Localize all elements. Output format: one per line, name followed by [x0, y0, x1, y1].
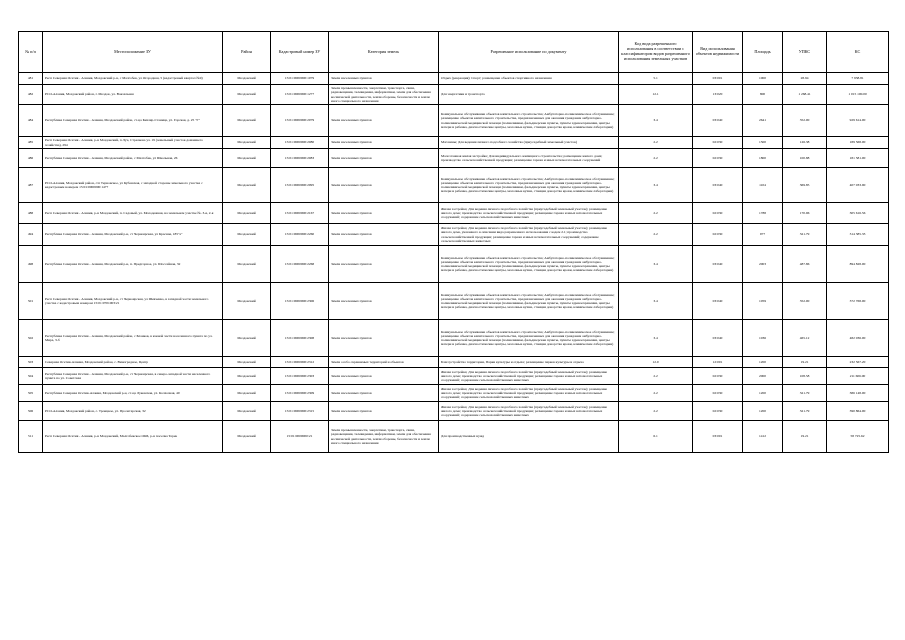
- cell-district: Моздокский: [223, 149, 271, 168]
- cell-use-code: 2.2: [619, 224, 693, 246]
- cell-num: 487: [19, 168, 43, 203]
- cell-use-code: 2.2: [619, 402, 693, 421]
- cell-cadastral: 15:01:0000000:2312: [271, 357, 329, 368]
- cell-location: Республика Северная Осетия - Алания, Моздокский р-н, ст Черноярская, в северо-западной части населенного пункта по ул. Советская: [43, 368, 223, 385]
- cell-area: 1000: [743, 73, 783, 85]
- cell-use-kind: 03:001: [693, 73, 743, 85]
- cell-permitted-use: Жилая застройка; Для ведения личного подсобного хозяйства (приусадебный земельный участок); размещение жилого дома; производство сельскохозяйственной продукции; размещение гаража и иных вспомогательных сооружений; содержание сельскохозяйственных животных: [439, 402, 619, 421]
- cell-district: Моздокский: [223, 137, 271, 149]
- cell-upks: 321.79: [783, 385, 827, 402]
- cell-cadastral: 15:01:0000000:2095: [271, 168, 329, 203]
- cell-permitted-use: Коммунальное обслуживание объектов капитального строительства; Амбулаторно-поликлиническое обслуживание; размещение объектов капитального строительства, предназначенных для оказания гражданам амбулаторно-поликлинической медицинской помощи (поликлиники, фельдшерские пункты, пункты здравоохранения, центры матери и ребенка, диагностические центры, молочные кухни, станции донорства крови, клинические лаборатории): [439, 168, 619, 203]
- cell-district: Моздокский: [223, 168, 271, 203]
- cell-district: Моздокский: [223, 357, 271, 368]
- cell-num: 502: [19, 320, 43, 357]
- cell-num: 481: [19, 73, 43, 85]
- table-row: [19, 320, 889, 357]
- table-row: [19, 385, 889, 402]
- cell-num: 501: [19, 283, 43, 320]
- table-row: [19, 85, 889, 105]
- cell-district: Моздокский: [223, 105, 271, 137]
- header-use-kind: Вид использования объектов недвижимости: [693, 32, 743, 73]
- cell-cadastral: 15:01:0000000:2309: [271, 385, 329, 402]
- cell-ks: 7 938.81: [827, 73, 889, 85]
- cell-cadastral: 15:01:0000000:1277: [271, 85, 329, 105]
- cell-cadastral: 15:01:0000000:2268: [271, 246, 329, 283]
- cell-area: 1788: [743, 203, 783, 224]
- cell-use-kind: 02:030: [693, 203, 743, 224]
- table-row: [19, 105, 889, 137]
- cell-location: Республика Северная Осетия - Алания, Моздокский р-н, п. Предгорное, ул. Шоссейная, 32: [43, 246, 223, 283]
- table-row: [19, 203, 889, 224]
- cell-category: Земли населенных пунктов: [329, 203, 439, 224]
- header-ks: КС: [827, 32, 889, 73]
- cell-use-kind: 03:040: [693, 105, 743, 137]
- cell-district: Моздокский: [223, 385, 271, 402]
- cell-category: Земли населенных пунктов: [329, 246, 439, 283]
- cell-ks: 189 568.00: [827, 137, 889, 149]
- cell-area: 1200: [743, 385, 783, 402]
- cell-ks: 372 768.00: [827, 283, 889, 320]
- cell-ks: 482 036.00: [827, 320, 889, 357]
- cell-cadastral: 15:01:0000000:2315: [271, 402, 329, 421]
- cell-use-kind: 03:040: [693, 320, 743, 357]
- cell-upks: 369.85: [783, 168, 827, 203]
- cell-permitted-use: Жилая застройка; Для ведения личного подсобного хозяйства (приусадебный земельный участок); размещение жилого дома, указанного в описании вида разрешенного использования с кодом 2.1; производство сельскохозяйственной продукции; размещение гаража и иных вспомогательных сооружений; содержание сельскохозяйственных животных: [439, 224, 619, 246]
- cell-area: 977: [743, 224, 783, 246]
- cell-district: Моздокский: [223, 421, 271, 453]
- cell-use-code: 12.0: [619, 357, 693, 368]
- header-num: № п/п: [19, 32, 43, 73]
- cell-permitted-use: Для производственных нужд: [439, 421, 619, 453]
- cell-location: Республика Северная Осетия - Алания, Моздокский район, ст-ца Кизляр-Станица, ул. Горская, д. 25 "Г": [43, 105, 223, 137]
- cell-location: РСО-Алания, Моздокский район, с. Троицкое, ул. Пролетарская, 32: [43, 402, 223, 421]
- cell-cadastral: 15:01:0000000:1079: [271, 73, 329, 85]
- cell-category: Земли населенных пунктов: [329, 283, 439, 320]
- cell-permitted-use: Жилая застройка; Для ведения личного подсобного хозяйства (приусадебный земельный участок); размещение жилого дома; производство сельскохозяйственной продукции; размещение гаража и иных вспомогательных сооружений; содержание сельскохозяйственных животных: [439, 385, 619, 402]
- cell-category: Земли населенных пунктов: [329, 224, 439, 246]
- cell-use-kind: 02:030: [693, 149, 743, 168]
- cell-use-code: 3.4: [619, 168, 693, 203]
- cell-num: 503: [19, 357, 43, 368]
- cell-num: 488: [19, 203, 43, 224]
- cell-district: Моздокский: [223, 368, 271, 385]
- cell-upks: 487.86: [783, 246, 827, 283]
- cell-use-kind: 03:040: [693, 246, 743, 283]
- cell-upks: 100.88: [783, 149, 827, 168]
- cell-num: 494: [19, 224, 43, 246]
- cell-ks: 390 864.00: [827, 402, 889, 421]
- cell-permitted-use: Малоэтажная жилая застройка; Для индивидуального жилищного строительства; размещение жилого дома; производство сельскохозяйственной продукции; размещение гаража и иных вспомогательных сооружений: [439, 149, 619, 168]
- table-row: [19, 246, 889, 283]
- cell-ks: 894 828.00: [827, 246, 889, 283]
- cell-category: Земли промышленности, энергетики, транспорта, связи, радиовещания, телевидения, информатики, земли для обеспечения космической деятельности, земли обороны, безопасности и земли иного специального назначения: [329, 421, 439, 453]
- cell-ks: 929 614.00: [827, 105, 889, 137]
- cell-category: Земли населенных пунктов: [329, 137, 439, 149]
- cell-category: Земли населенных пунктов: [329, 168, 439, 203]
- header-upks: УПКС: [783, 32, 827, 73]
- cell-upks: 108.58: [783, 368, 827, 385]
- cell-use-code: 2.2: [619, 149, 693, 168]
- cell-upks: 465.12: [783, 320, 827, 357]
- cell-use-code: 3.4: [619, 105, 693, 137]
- table-row: [19, 357, 889, 368]
- cell-ks: 314 385.33: [827, 224, 889, 246]
- cell-use-kind: 02:030: [693, 385, 743, 402]
- cell-use-kind: 12:001: [693, 357, 743, 368]
- cell-location: РСО-Алания, Моздокский район, г. Моздок, ул. Вокзальная: [43, 85, 223, 105]
- cell-upks: 170.96: [783, 203, 827, 224]
- cell-area: 1200: [743, 357, 783, 368]
- cell-location: Республика Северная Осетия - Алания, Моздокский район, с Малгобек, ул Школьная, 26: [43, 149, 223, 168]
- cell-upks: 352.00: [783, 283, 827, 320]
- cell-category: Земли населенных пунктов: [329, 368, 439, 385]
- cell-cadastral: 15:01:0000000:2306: [271, 283, 329, 320]
- cell-location: Республика Северная Осетия - Алания, Моздокский район, с Бланков, в южной части населенного пункта по ул. Мира, 3-б: [43, 320, 223, 357]
- cell-district: Моздокский: [223, 203, 271, 224]
- cell-cadastral: 15:01:0000000:2080: [271, 137, 329, 149]
- cell-area: 1500: [743, 137, 783, 149]
- cell-use-kind: 02:030: [693, 224, 743, 246]
- cell-num: 506: [19, 402, 43, 421]
- cell-use-code: 5.1: [619, 73, 693, 85]
- table-row: [19, 402, 889, 421]
- cell-location: Респ Северная Осетия - Алания, р-н Моздокский, Малгобекское ОКБ, р-н поселка Терек: [43, 421, 223, 453]
- cell-permitted-use: Коммунальное обслуживание объектов капитального строительства; Амбулаторно-поликлиническое обслуживание; размещение объектов капитального строительства, предназначенных для оказания гражданам амбулаторно-поликлинической медицинской помощи (поликлиники, фельдшерские пункты, пункты здравоохранения, центры матери и ребенка, диагностические центры, молочные кухни, станции донорства крови, клинические лаборатории): [439, 246, 619, 283]
- cell-location: Респ Северная Осетия - Алания, Моздокский р-н, с Малгобек, ул Огородная, 5 (кадастровый квартал №9): [43, 73, 223, 85]
- cell-district: Моздокский: [223, 224, 271, 246]
- cell-upks: 28.94: [783, 73, 827, 85]
- cell-num: 511: [19, 421, 43, 453]
- cell-ks: 232 567.20: [827, 357, 889, 368]
- cell-cadastral: 15:01:0000000:2260: [271, 224, 329, 246]
- cell-ks: 386 148.00: [827, 385, 889, 402]
- cell-cadastral: 15:01:0000000:2303: [271, 368, 329, 385]
- cell-use-kind: 03:040: [693, 283, 743, 320]
- cell-ks: 1 015 100.00: [827, 85, 889, 105]
- cell-upks: 19.21: [783, 421, 827, 453]
- table-row: [19, 73, 889, 85]
- cell-location: Респ Северная Осетия - Алания, р-н Моздокский, п Луч, Стрелкова ул. 19 (земельный участок домашнего хозяйства), 294: [43, 137, 223, 149]
- cell-use-code: 2.2: [619, 368, 693, 385]
- cell-upks: 321.79: [783, 402, 827, 421]
- cell-num: 485: [19, 137, 43, 149]
- cell-ks: 58 725.62: [827, 421, 889, 453]
- cell-use-kind: 02:030: [693, 368, 743, 385]
- cell-upks: 352.00: [783, 105, 827, 137]
- cell-area: 2641: [743, 105, 783, 137]
- cell-permitted-use: Благоустройство территории, Парки культуры и отдыха; размещение парков культуры и отдыха: [439, 357, 619, 368]
- cell-district: Моздокский: [223, 402, 271, 421]
- cell-upks: 19.21: [783, 357, 827, 368]
- cell-area: 1036: [743, 320, 783, 357]
- cell-cadastral: 15:01:0000000:2083: [271, 149, 329, 168]
- header-permitted-use: Разрешенное использование по документу: [439, 32, 619, 73]
- cell-location: Северная Осетия-Алания, Моздокский район, с. Виноградное, Центр: [43, 357, 223, 368]
- cell-permitted-use: Коммунальное обслуживание объектов капитального строительства; Амбулаторно-поликлиническое обслуживание; размещение объектов капитального строительства, предназначенных для оказания гражданам амбулаторно-поликлинической медицинской помощи (поликлиники, фельдшерские пункты, пункты здравоохранения, центры матери и ребенка, диагностические центры, молочные кухни, станции донорства крови, клинические лаборатории): [439, 283, 619, 320]
- cell-location: Республика Северная Осетия - Алания, Моздокский р-н, ст Черноярская, ул Красная, 185"а": [43, 224, 223, 246]
- cell-area: 2000: [743, 368, 783, 385]
- cell-category: Земли населенных пунктов: [329, 385, 439, 402]
- table-row: [19, 283, 889, 320]
- cell-category: Земли населенных пунктов: [329, 402, 439, 421]
- cell-location: РСО-Алания, Моздокский район, с/п Терновское, ул Кубанская, с западной стороны земельного участка с кадастровым номером 15:01:0000000:1477: [43, 168, 223, 203]
- cell-permitted-use: Отдых (рекреация); Спорт; размещение объектов спортивного назначения: [439, 73, 619, 85]
- cell-category: Земли населенных пунктов: [329, 149, 439, 168]
- cell-category: Земли особо охраняемых территорий и объектов: [329, 357, 439, 368]
- cell-district: Моздокский: [223, 73, 271, 85]
- header-row: [19, 32, 889, 73]
- cell-district: Моздокский: [223, 246, 271, 283]
- cell-cadastral: 15:01:0000000:2079: [271, 105, 329, 137]
- cell-use-kind: 03:040: [693, 168, 743, 203]
- cell-district: Моздокский: [223, 85, 271, 105]
- cell-use-kind: 02:030: [693, 402, 743, 421]
- cell-area: 800: [743, 85, 783, 105]
- cell-use-code: 2.2: [619, 203, 693, 224]
- cell-area: 1104: [743, 168, 783, 203]
- cell-use-code: 12.1: [619, 85, 693, 105]
- cell-use-kind: 13:020: [693, 85, 743, 105]
- table-row: [19, 421, 889, 453]
- cell-cadastral: 15:01:0000000:21: [271, 421, 329, 453]
- cell-use-code: 6.1: [619, 421, 693, 453]
- table-row: [19, 149, 889, 168]
- header-area: Площадь: [743, 32, 783, 73]
- header-use-code: Код вида разрешенного использования в соответствии с классификатором видов разрешенного использования земельных участков: [619, 32, 693, 73]
- table-row: [19, 224, 889, 246]
- table-row: [19, 368, 889, 385]
- header-district: Район: [223, 32, 271, 73]
- cell-upks: 321.79: [783, 224, 827, 246]
- cell-num: 504: [19, 368, 43, 385]
- header-cadastral: Кадастровый номер ЗУ: [271, 32, 329, 73]
- cell-ks: 181 581.00: [827, 149, 889, 168]
- cell-location: Респ Северная Осетия - Алания, р-н Моздокский, п. Садовый, ул. Молодежная, на земельном участке №. 3-я, 2-я: [43, 203, 223, 224]
- header-category: Категория земель: [329, 32, 439, 73]
- cell-permitted-use: Магазины; Для ведения личного подсобного хозяйства (приусадебный земельный участок): [439, 137, 619, 149]
- cell-ks: 211 606.00: [827, 368, 889, 385]
- land-register-table: [18, 31, 889, 453]
- cell-permitted-use: Для энергетики и транспорта: [439, 85, 619, 105]
- cell-area: 2003: [743, 246, 783, 283]
- cell-permitted-use: Коммунальное обслуживание объектов капитального строительства; Амбулаторно-поликлиническое обслуживание; размещение объектов капитального строительства, предназначенных для оказания гражданам амбулаторно-поликлинической медицинской помощи (поликлиники, фельдшерские пункты, пункты здравоохранения, центры матери и ребенка, диагностические центры, молочные кухни, станции донорства крови, клинические лаборатории): [439, 105, 619, 137]
- cell-num: 498: [19, 246, 43, 283]
- cell-use-code: 3.4: [619, 283, 693, 320]
- cell-cadastral: 15:01:0000000:2167: [271, 203, 329, 224]
- cell-area: 1059: [743, 283, 783, 320]
- cell-area: 1200: [743, 402, 783, 421]
- cell-permitted-use: Жилая застройка; Для ведения личного подсобного хозяйства (приусадебный земельный участок); размещение жилого дома; производство сельскохозяйственной продукции; размещение гаража и иных вспомогательных сооружений; содержание сельскохозяйственных животных: [439, 368, 619, 385]
- cell-cadastral: 15:01:0000000:2308: [271, 320, 329, 357]
- cell-num: 486: [19, 149, 43, 168]
- cell-upks: 126.38: [783, 137, 827, 149]
- cell-permitted-use: Коммунальное обслуживание объектов капитального строительства; Амбулаторно-поликлиническое обслуживание; размещение объектов капитального строительства, предназначенных для оказания гражданам амбулаторно-поликлинической медицинской помощи (поликлиники, фельдшерские пункты, пункты здравоохранения, центры матери и ребенка, диагностические центры, молочные кухни, станции донорства крови, клинические лаборатории): [439, 320, 619, 357]
- cell-category: Земли населенных пунктов: [329, 320, 439, 357]
- header-location: Местоположение ЗУ: [43, 32, 223, 73]
- cell-area: 1412: [743, 421, 783, 453]
- cell-use-code: 3.4: [619, 320, 693, 357]
- cell-area: 1800: [743, 149, 783, 168]
- cell-category: Земли промышленности, энергетики, транспорта, связи, радиовещания, телевидения, информатики, земли для обеспечения космической деятельности, земли обороны, безопасности и земли иного специального назначения: [329, 85, 439, 105]
- cell-upks: 1 268.41: [783, 85, 827, 105]
- cell-num: 484: [19, 105, 43, 137]
- cell-use-code: 3.4: [619, 246, 693, 283]
- cell-ks: 305 616.56: [827, 203, 889, 224]
- cell-use-code: 2.2: [619, 137, 693, 149]
- cell-use-code: 2.2: [619, 385, 693, 402]
- table-row: [19, 137, 889, 149]
- cell-district: Моздокский: [223, 320, 271, 357]
- cell-location: Респ Северная Осетия - Алания, Моздокский р-н, ст Черноярская, ул Шевченко, в западной части земельного участка с кадастровым номером 15:01:0701003:21: [43, 283, 223, 320]
- table-row: [19, 168, 889, 203]
- cell-ks: 407 033.90: [827, 168, 889, 203]
- cell-num: 505: [19, 385, 43, 402]
- cell-use-kind: 03:001: [693, 421, 743, 453]
- cell-category: Земли населенных пунктов: [329, 73, 439, 85]
- cell-district: Моздокский: [223, 283, 271, 320]
- cell-category: Земли населенных пунктов: [329, 105, 439, 137]
- cell-permitted-use: Жилая застройка; Для ведения личного подсобного хозяйства (приусадебный земельный участок); размещение жилого дома; производство сельскохозяйственной продукции; размещение гаража и иных вспомогательных сооружений; содержание сельскохозяйственных животных: [439, 203, 619, 224]
- cell-num: 482: [19, 85, 43, 105]
- cell-use-kind: 02:030: [693, 137, 743, 149]
- cell-location: Республика Северная Осетия-Алания, Моздокский р-н, ст-ца Луковская, ул. Колхозная, 40: [43, 385, 223, 402]
